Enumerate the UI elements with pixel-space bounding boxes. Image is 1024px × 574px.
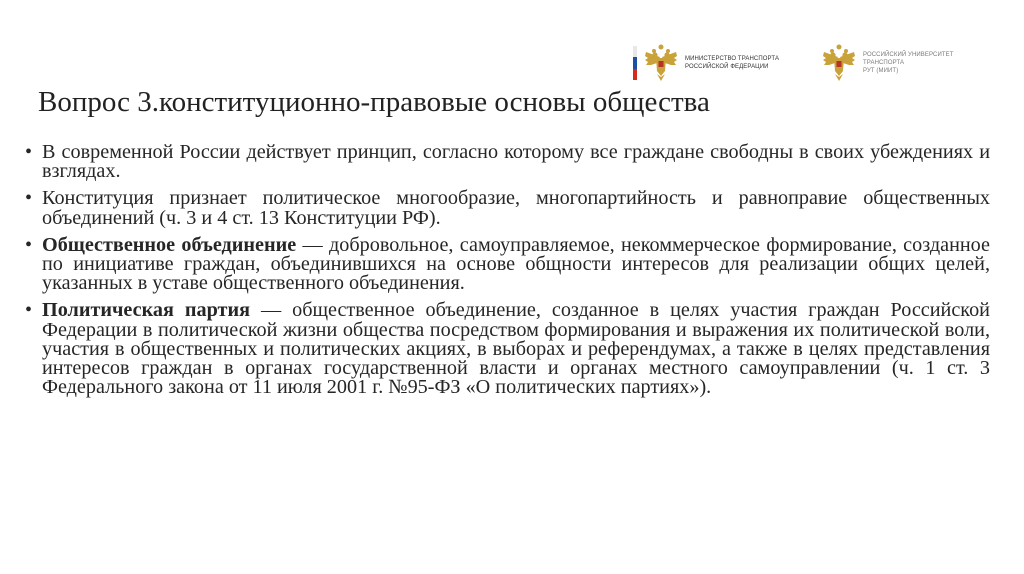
- ministry-name-line2: РОССИЙСКОЙ ФЕДЕРАЦИИ: [685, 64, 769, 70]
- double-headed-eagle-icon: [821, 43, 857, 83]
- bullet-text: Конституция признает политическое многообразие, многопартийность и равноправие общественных объединений (ч. 3 и 4 ст. 13 Конституции РФ).: [42, 187, 990, 229]
- university-name: [863, 51, 954, 75]
- slide-title: Вопрос 3.конституционно-правовые основы общества: [38, 86, 710, 118]
- bullet-item: [25, 301, 990, 397]
- ministry-logo: [643, 43, 795, 83]
- russian-flag-icon: [633, 46, 637, 80]
- bullet-item: [25, 233, 990, 295]
- university-logo: [821, 43, 954, 83]
- bullet-text: — общественное объединение, созданное в целях участия граждан Российской Федерации в политической жизни общества посредством формирования и выражения их политической воли, участия в общественных и политических акциях, в выборах и референдумах, а также в целях представления интересов граждан в органах государственной власти и органах местного самоуправлении (ч. 1 ст. 3 Федерального закона от 11 июля 2001 г. №95-ФЗ «О политических партиях»).: [42, 299, 990, 399]
- university-name-line2: ТРАНСПОРТА: [863, 60, 905, 66]
- bullet-dot-icon: •: [25, 141, 33, 163]
- ministry-name: [685, 55, 795, 71]
- bullet-dot-icon: •: [25, 233, 33, 256]
- header-logos: [633, 40, 954, 86]
- bullet-item: [25, 189, 990, 227]
- university-name-line1: РОССИЙСКИЙ УНИВЕРСИТЕТ: [863, 52, 954, 58]
- university-name-line3: РУТ (МИИТ): [863, 68, 899, 74]
- bullet-dot-icon: •: [25, 187, 33, 210]
- bullet-list: [25, 143, 990, 405]
- bullet-dot-icon: •: [25, 299, 33, 322]
- ministry-name-line1: МИНИСТЕРСТВО ТРАНСПОРТА: [685, 56, 780, 62]
- term-political-party: Политическая партия: [42, 299, 251, 322]
- double-headed-eagle-icon: [643, 43, 679, 83]
- bullet-item: [25, 143, 990, 181]
- bullet-text: — добровольное, самоуправляемое, некоммерческое формирование, созданное по инициативе граждан, объединившихся на основе общности интересов для реализации общих целей, указанных в уставе общественного объединения.: [42, 233, 990, 295]
- bullet-text: В современной России действует принцип, согласно которому все граждане свободны в своих убеждениях и взглядах.: [42, 141, 990, 183]
- term-public-association: Общественное объединение: [42, 233, 297, 256]
